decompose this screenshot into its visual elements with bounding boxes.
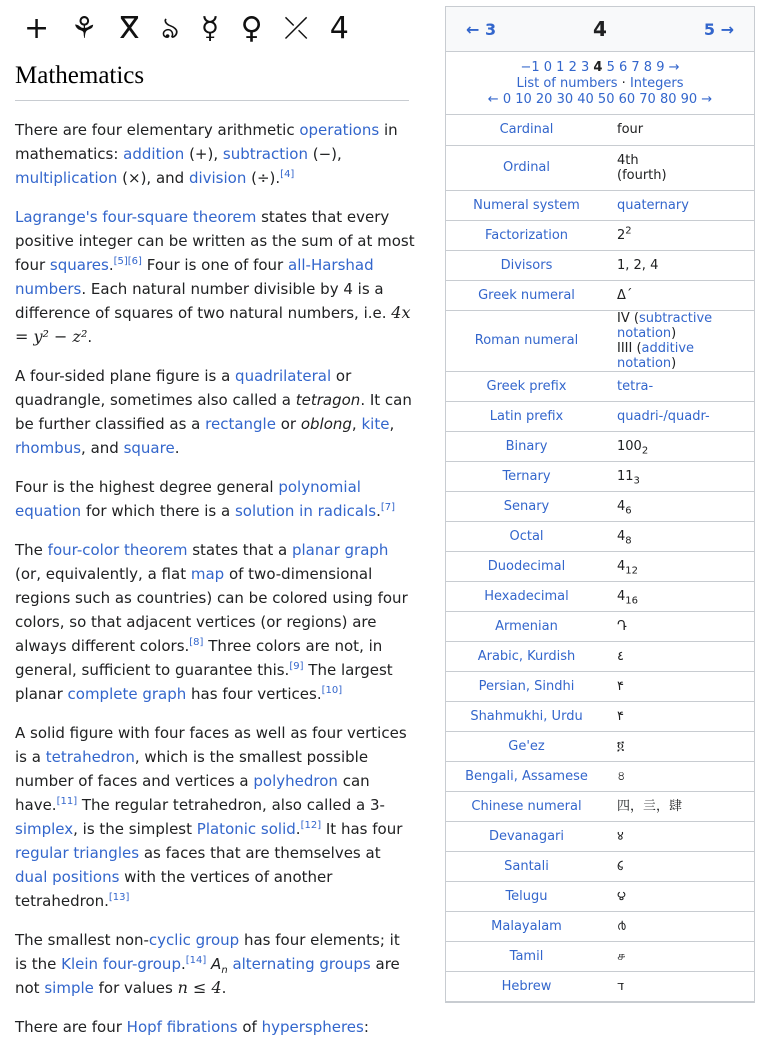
link-polynomial-equation[interactable]: polynomial equation	[15, 478, 361, 520]
sequence-after[interactable]: 5 6 7 8 9 →	[606, 60, 680, 75]
link-polyhedron[interactable]: polyhedron	[253, 772, 338, 790]
link-platonic-solid[interactable]: Platonic solid	[196, 820, 296, 838]
term-tetragon: tetragon	[295, 391, 361, 409]
value-text: 4	[617, 588, 626, 604]
row-value	[607, 821, 754, 851]
row-value	[607, 491, 754, 521]
row-label[interactable]: Greek numeral	[446, 280, 607, 310]
infobox-row	[446, 791, 754, 821]
link-tetrahedron[interactable]: tetrahedron	[45, 748, 135, 766]
row-label[interactable]: Telugu	[446, 881, 607, 911]
link-division[interactable]: division	[188, 169, 247, 187]
row-label[interactable]: Shahmukhi, Urdu	[446, 701, 607, 731]
value-text: 4	[617, 528, 626, 544]
infobox-row	[446, 115, 754, 145]
ref-4[interactable]: [4]	[280, 169, 295, 180]
ref-11[interactable]: [11]	[56, 796, 78, 807]
value-text-end: )	[671, 325, 677, 341]
row-label[interactable]: Senary	[446, 491, 607, 521]
text: .	[108, 256, 114, 274]
text: . It can be further classified as a	[15, 391, 412, 433]
value-link[interactable]: subtractive notation	[617, 310, 713, 341]
link-alternating-groups[interactable]: alternating groups	[232, 955, 371, 973]
paragraph-lagrange	[15, 205, 415, 349]
ref-8[interactable]: [8]	[189, 637, 204, 648]
infobox-properties	[446, 115, 754, 1002]
row-label[interactable]: Divisors	[446, 250, 607, 280]
text: or quadrangle, sometimes also called a	[15, 367, 352, 409]
text: A four-sided plane figure is a	[15, 367, 236, 385]
row-value	[607, 310, 754, 371]
value-text: 4	[617, 558, 626, 574]
row-value	[607, 851, 754, 881]
row-label[interactable]: Tamil	[446, 941, 607, 971]
value-text[interactable]: tetra-	[617, 378, 654, 394]
row-value	[607, 731, 754, 761]
link-subtraction[interactable]: subtraction	[222, 145, 308, 163]
symbol-a: A	[206, 955, 222, 973]
row-label[interactable]: Devanagari	[446, 821, 607, 851]
infobox-row	[446, 491, 754, 521]
link-kite[interactable]: kite	[361, 415, 390, 433]
link-multiplication[interactable]: multiplication	[15, 169, 118, 187]
row-value	[607, 791, 754, 821]
value-text: 4th	[617, 152, 639, 168]
text: of	[237, 1018, 262, 1036]
value-text: IV (	[617, 310, 639, 326]
value-text-second-end: )	[671, 355, 677, 371]
link-four-color-theorem[interactable]: four-color theorem	[47, 541, 188, 559]
infobox-row	[446, 250, 754, 280]
value-text[interactable]: quadri-/quadr-	[617, 408, 710, 424]
value-subscript: 3	[633, 475, 640, 487]
text: are not	[15, 955, 400, 997]
value-subscript: 8	[625, 535, 632, 547]
value-text: four	[617, 122, 644, 138]
infobox-row	[446, 431, 754, 461]
text: (×), and	[117, 169, 189, 187]
value-subscript: 16	[625, 595, 639, 607]
link-hopf-fibrations[interactable]: Hopf fibrations	[126, 1018, 238, 1036]
row-value	[607, 431, 754, 461]
separator-dot: ·	[617, 76, 630, 91]
link-complete-graph[interactable]: complete graph	[67, 685, 187, 703]
infobox-row	[446, 971, 754, 1001]
text: , which is the smallest possible number of faces and vertices a	[15, 748, 369, 790]
row-label[interactable]: Ordinal	[446, 145, 607, 190]
value-text: ۴	[617, 678, 624, 694]
text: It has four	[321, 820, 403, 838]
sequence-before[interactable]: −1 0 1 2 3	[520, 60, 590, 75]
text: or	[275, 415, 301, 433]
row-label[interactable]: Greek prefix	[446, 371, 607, 401]
ref-10[interactable]: [10]	[321, 685, 343, 696]
link-rectangle[interactable]: rectangle	[205, 415, 276, 433]
link-cyclic-group[interactable]: cyclic group	[148, 931, 240, 949]
row-label[interactable]: Roman numeral	[446, 310, 607, 371]
text: in mathematics:	[15, 121, 398, 163]
link-simplex[interactable]: simplex	[15, 820, 74, 838]
text: has four elements; it is the	[15, 931, 400, 973]
value-link-second[interactable]: additive notation	[617, 340, 695, 371]
value-subscript: 2	[641, 445, 649, 457]
text: of two-dimensional regions such as countries) can be colored using four colors, so that adjacent vertices (or regions) are always different colors.	[15, 565, 408, 655]
row-value	[607, 401, 754, 431]
value-text: ౪	[617, 888, 626, 904]
row-value	[607, 250, 754, 280]
value-superscript: 2	[625, 225, 632, 237]
row-label[interactable]: Hexadecimal	[446, 581, 607, 611]
text: .	[174, 439, 180, 457]
value-text: ᱔	[617, 858, 624, 874]
number-sequence-nav	[446, 52, 754, 115]
text: Four is one of four	[141, 256, 288, 274]
row-value	[607, 911, 754, 941]
value-text: ፬	[617, 738, 625, 754]
infobox-row	[446, 310, 754, 371]
text: (−),	[307, 145, 342, 163]
text: ,	[351, 415, 362, 433]
row-label[interactable]: Cardinal	[446, 115, 607, 145]
text: can have.	[15, 772, 370, 814]
infobox-row	[446, 280, 754, 310]
value-text-second: (fourth)	[617, 167, 667, 183]
row-label[interactable]: Numeral system	[446, 190, 607, 220]
text: with the vertices of another tetrahedron.	[15, 868, 333, 910]
row-label[interactable]: Binary	[446, 431, 607, 461]
text: The regular tetrahedron, also called a 3-	[77, 796, 385, 814]
infobox-row	[446, 941, 754, 971]
link-solution-radicals[interactable]: solution in radicals	[234, 502, 377, 520]
text: Three colors are not, in general, sufficient to guarantee this.	[15, 637, 383, 679]
row-label[interactable]: Factorization	[446, 220, 607, 250]
link-dual-positions[interactable]: dual positions	[15, 868, 120, 886]
link-square[interactable]: square	[123, 439, 175, 457]
text: for values	[93, 979, 178, 997]
text: .	[221, 979, 227, 997]
link-lagrange-theorem[interactable]: Lagrange's four-square theorem	[15, 208, 257, 226]
link-all-harshad[interactable]: all-Harshad numbers	[15, 256, 374, 298]
list-of-numbers-link[interactable]: List of numbers	[516, 76, 618, 91]
row-label[interactable]: Bengali, Assamese	[446, 761, 607, 791]
row-label[interactable]: Ge'ez	[446, 731, 607, 761]
text: A solid figure with four faces as well as four vertices is a	[15, 724, 407, 766]
infobox-row	[446, 371, 754, 401]
link-klein-four-group[interactable]: Klein four-group	[61, 955, 181, 973]
formula-difference-squares: 4x = y² − z²	[15, 303, 411, 346]
infobox-row	[446, 521, 754, 551]
text: states that a	[187, 541, 292, 559]
row-label[interactable]: Ternary	[446, 461, 607, 491]
row-value	[607, 371, 754, 401]
tens-line	[450, 92, 750, 108]
value-text: ௪	[617, 948, 626, 964]
current-number: 4	[593, 17, 607, 41]
symbol-n-subscript: n	[221, 965, 228, 976]
numeral-glyph-row: + ⚘ ⴳ ঌ ☿ ♀ ⤫ 4	[24, 11, 355, 46]
row-value	[607, 881, 754, 911]
row-label[interactable]: Octal	[446, 521, 607, 551]
paragraph-hopf	[15, 1015, 415, 1039]
link-regular-triangles[interactable]: regular triangles	[15, 844, 140, 862]
infobox-row	[446, 145, 754, 190]
row-value	[607, 190, 754, 220]
text: .	[295, 820, 301, 838]
text: .	[180, 955, 186, 973]
infobox-row	[446, 731, 754, 761]
value-text: ൪	[617, 918, 626, 934]
infobox-row	[446, 851, 754, 881]
value-subscript: 12	[625, 565, 639, 577]
text: states that every positive integer can be written as the sum of at most four	[15, 208, 415, 274]
link-planar-graph[interactable]: planar graph	[291, 541, 389, 559]
text: as faces that are themselves at	[139, 844, 381, 862]
row-value	[607, 971, 754, 1001]
term-oblong: oblong	[300, 415, 352, 433]
value-subscript: 6	[625, 505, 632, 517]
row-label[interactable]: Hebrew	[446, 971, 607, 1001]
link-rhombus[interactable]: rhombus	[15, 439, 82, 457]
value-text: 11	[617, 468, 634, 484]
infobox-row	[446, 611, 754, 641]
row-value	[607, 115, 754, 145]
link-addition[interactable]: addition	[123, 145, 185, 163]
text: ,	[389, 415, 395, 433]
paragraph-groups	[15, 928, 415, 1000]
text: The largest planar	[15, 661, 393, 703]
infobox-row	[446, 671, 754, 701]
value-text-second: IIII (	[617, 340, 642, 356]
row-value	[607, 611, 754, 641]
value-text: Δ´	[617, 287, 633, 303]
row-value	[607, 761, 754, 791]
row-value	[607, 145, 754, 190]
value-text: ४	[617, 828, 624, 844]
ref-7[interactable]: [7]	[380, 502, 396, 513]
value-text: 四，亖，肆	[617, 798, 683, 814]
text: , and	[81, 439, 124, 457]
integers-link[interactable]: Integers	[629, 76, 684, 91]
paragraph-polynomial	[15, 475, 415, 523]
row-value	[607, 461, 754, 491]
value-text: ד	[617, 978, 625, 994]
text: :	[363, 1018, 369, 1036]
value-text: 2	[617, 227, 626, 243]
paragraph-tetrahedron	[15, 721, 415, 913]
row-label[interactable]: Duodecimal	[446, 551, 607, 581]
link-hyperspheres[interactable]: hyperspheres	[261, 1018, 364, 1036]
infobox-row	[446, 401, 754, 431]
link-operations[interactable]: operations	[299, 121, 380, 139]
infobox-row	[446, 551, 754, 581]
text: , is the simplest	[73, 820, 197, 838]
formula-n-le-4: n ≤ 4	[177, 978, 222, 997]
row-label[interactable]: Armenian	[446, 611, 607, 641]
infobox-row	[446, 761, 754, 791]
ref-12[interactable]: [12]	[300, 820, 322, 831]
row-label[interactable]: Persian, Sindhi	[446, 671, 607, 701]
ref-14[interactable]: [14]	[185, 955, 207, 966]
row-label[interactable]: Latin prefix	[446, 401, 607, 431]
text: (÷).	[246, 169, 281, 187]
next-number-link[interactable]: 5 →	[703, 19, 734, 39]
text: .	[87, 328, 93, 346]
row-value	[607, 581, 754, 611]
sequence-current: 4	[593, 60, 603, 75]
paragraph-four-color	[15, 538, 415, 706]
text: has four vertices.	[186, 685, 322, 703]
value-text: 4	[617, 498, 626, 514]
infobox-row	[446, 220, 754, 250]
text: (+),	[184, 145, 223, 163]
infobox-row	[446, 641, 754, 671]
text: . Each natural number divisible by 4 is a difference of squares of two natural numbers, i.e.	[15, 280, 392, 322]
value-text: ۴	[617, 708, 624, 724]
text: The smallest non-	[15, 931, 149, 949]
tens-links[interactable]: ← 0 10 20 30 40 50 60 70 80 90 →	[487, 92, 713, 107]
paragraph-quadrilateral	[15, 364, 415, 460]
article-body	[15, 118, 415, 1054]
infobox-row	[446, 701, 754, 731]
text: .	[376, 502, 381, 520]
text: (or, equivalently, a flat	[15, 565, 191, 583]
row-value	[607, 941, 754, 971]
section-heading: Mathematics	[15, 62, 409, 101]
list-line	[450, 76, 750, 92]
prev-number-link[interactable]: ← 3	[466, 19, 497, 39]
value-text: ٤	[617, 648, 624, 664]
value-text[interactable]: quaternary	[617, 197, 689, 213]
value-text: 100	[617, 438, 642, 454]
number-infobox	[445, 6, 755, 1003]
text: for which there is a	[81, 502, 235, 520]
ref-5-6[interactable]: [5][6]	[113, 256, 142, 267]
link-simple[interactable]: simple	[44, 979, 94, 997]
text: There are four elementary arithmetic	[15, 121, 300, 139]
ref-13[interactable]: [13]	[108, 892, 130, 903]
value-text: Դ	[617, 618, 627, 634]
row-label[interactable]: Arabic, Kurdish	[446, 641, 607, 671]
row-label[interactable]: Malayalam	[446, 911, 607, 941]
row-value	[607, 280, 754, 310]
infobox-row	[446, 821, 754, 851]
row-value	[607, 671, 754, 701]
value-text: ৪	[617, 768, 626, 784]
ref-9[interactable]: [9]	[289, 661, 304, 672]
paragraph-arithmetic	[15, 118, 415, 190]
text: The	[15, 541, 48, 559]
value-text: 1, 2, 4	[617, 257, 659, 273]
link-squares[interactable]: squares	[49, 256, 109, 274]
row-label[interactable]: Chinese numeral	[446, 791, 607, 821]
row-label[interactable]: Santali	[446, 851, 607, 881]
link-map[interactable]: map	[190, 565, 225, 583]
infobox-row	[446, 911, 754, 941]
row-value	[607, 701, 754, 731]
infobox-row	[446, 190, 754, 220]
infobox-row	[446, 581, 754, 611]
row-value	[607, 220, 754, 250]
infobox-row	[446, 881, 754, 911]
row-value	[607, 521, 754, 551]
link-quadrilateral[interactable]: quadrilateral	[235, 367, 332, 385]
infobox-row	[446, 461, 754, 491]
text: There are four	[15, 1018, 127, 1036]
sequence-line	[450, 60, 750, 76]
infobox-navigation	[446, 7, 754, 52]
text: Four is the highest degree general	[15, 478, 279, 496]
row-value	[607, 551, 754, 581]
row-value	[607, 641, 754, 671]
